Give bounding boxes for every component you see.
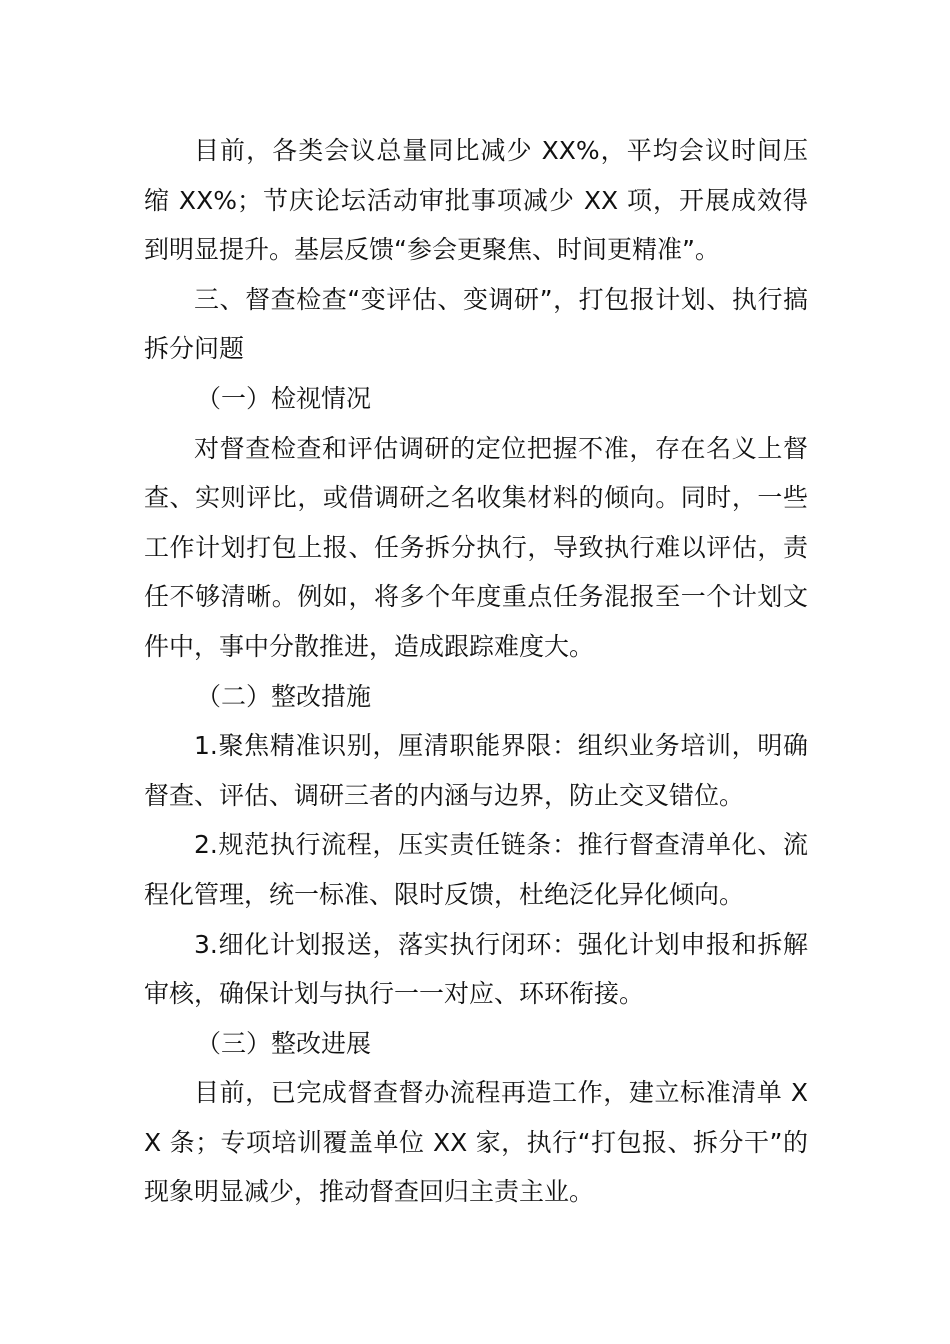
measure-item-1: 1.聚焦精准识别，厘清职能界限：组织业务培训，明确督查、评估、调研三者的内涵与边界，防止交叉错位。	[144, 731, 808, 810]
section-heading-three: 三、督查检查“变评估、变调研”，打包报计划、执行搞拆分问题	[144, 284, 808, 364]
subheading-rectification-progress: （三）整改进展	[196, 1028, 372, 1058]
paragraph-meeting-results: 目前，各类会议总量同比减少 XX%，平均会议时间压缩 XX%；节庆论坛活动审批事项减少 XX 项，开展成效得到明显提升。基层反馈“参会更聚焦、时间更精准”。	[144, 136, 808, 265]
paragraph-progress: 目前，已完成督查督办流程再造工作，建立标准清单 XX 条；专项培训覆盖单位 XX 家，执行“打包报、拆分干”的现象明显减少，推动督查回归主责主业。	[144, 1078, 808, 1207]
measure-item-3: 3.细化计划报送，落实执行闭环：强化计划申报和拆解审核，确保计划与执行一一对应、环环衔接。	[144, 929, 808, 1009]
paragraph-inspection-situation: 对督查检查和评估调研的定位把握不准，存在名义上督查、实则评比，或借调研之名收集材料的倾向。同时，一些工作计划打包上报、任务拆分执行，导致执行难以评估，责任不够清晰。例如，将多个年度重点任务混报至一个计划文件中，事中分散推进，造成跟踪难度大。	[144, 433, 808, 661]
document-body	[144, 126, 808, 1217]
measure-item-2: 2.规范执行流程，压实责任链条：推行督查清单化、流程化管理，统一标准、限时反馈，杜绝泛化异化倾向。	[144, 830, 808, 909]
subheading-rectification-measures: （二）整改措施	[196, 681, 372, 711]
subheading-inspection: （一）检视情况	[196, 383, 372, 413]
